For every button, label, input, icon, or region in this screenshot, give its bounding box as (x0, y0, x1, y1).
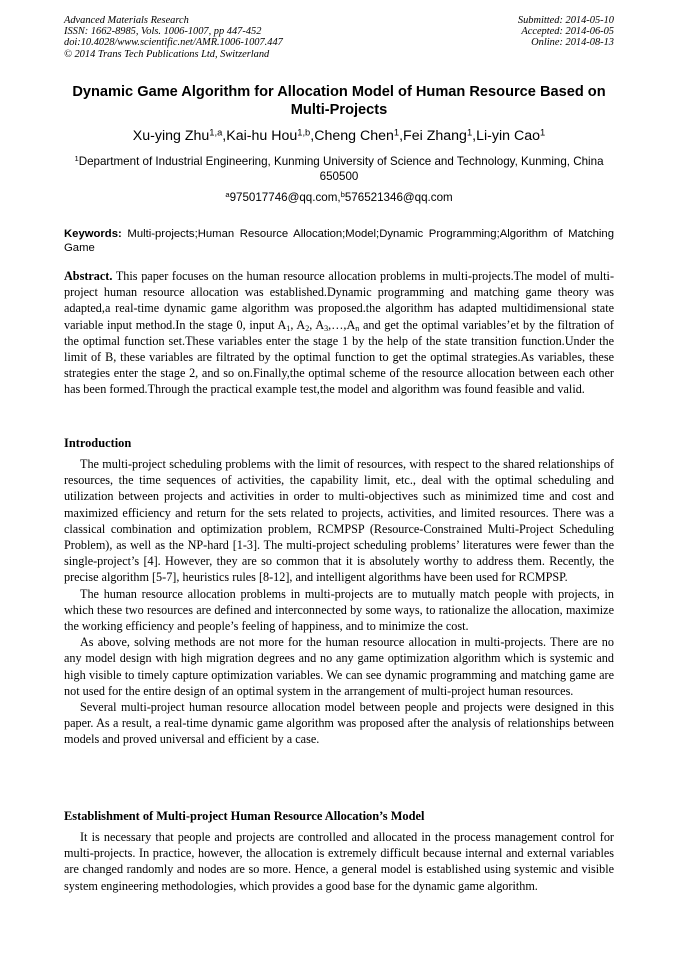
author-separator: , (222, 128, 227, 144)
accepted-date: Accepted: 2014-06-05 (521, 26, 614, 38)
email-superscript: a (225, 190, 230, 200)
author-name: Kai-hu Hou (226, 128, 298, 144)
subscript: 1 (286, 323, 291, 333)
author-emails (64, 190, 614, 205)
author-name: Xu-ying Zhu (132, 128, 210, 144)
abstract-text: ,…,A (328, 317, 356, 332)
author-superscript: 1 (466, 127, 473, 138)
author-superscript: 1,a (209, 127, 223, 138)
paragraph: It is necessary that people and projects are controlled and allocated in the process management control for multi-projects. In practice, however, the allocation is extremely difficult because internal and external variables are changed randomly and nodes are so more. Hence, a general model is established using systemic and visible system engineering methodologies, which provides a good base for the dynamic game algorithm. (64, 830, 614, 893)
email-a: 975017746@qq.com, (229, 191, 341, 204)
keywords-text: Multi-projects;Human Resource Allocation;Model;Dynamic Programming;Algorithm of Matching Game (64, 228, 614, 254)
journal-doi: doi:10.4028/www.scientific.net/AMR.1006-1007.447 (64, 37, 283, 49)
abstract-text: This paper focuses on the human resource allocation problems in multi-projects.The model of multi-project human resource allocation was established.Dynamic programming and matching game theory was adapted,a real-time dynamic game algorithm was proposed.the algorithm has adapted multidimensional state variable input method.In the stage 0, input A (64, 269, 614, 332)
paragraph: The human resource allocation problems in multi-projects are to mutually match people with projects, in which these two resources are defined and interconnected by some ways, to rationalize the allocation, maximize the working efficiency and people’s feeling of happiness, and to minimize the cost. (64, 586, 614, 634)
paragraph: The multi-project scheduling problems with the limit of resources, with respect to the shared relationships of resources, the time sequences of activities, the capability limit, etc., deal with the optimal scheduling and utilization between projects and activities in order to multi-objectives such as minimized time and cost and maximized efficiency and return for the sets related to projects, activities, and limited resources. There was a classical combination and optimization problem, RCMPSP (Resource-Constrained Multi-Project Scheduling Problem), as well as the NP-hard [1-3]. The multi-project scheduling problems’ literatures were fewer than the single-project’s [4]. However, they are so common that it is absolutely worthy to address them. Recently, the precise algorithm [5-7], heuristics rules [8-12], and intelligent algorithms have been used for RCMPSP. (64, 457, 614, 585)
subscript: 3 (324, 323, 329, 333)
keywords (64, 227, 614, 255)
author-name: Fei Zhang (403, 128, 467, 144)
abstract (64, 268, 614, 398)
subscript: n (355, 323, 360, 333)
section-heading-introduction: Introduction (64, 436, 132, 450)
author-superscript: 1,b (297, 127, 311, 138)
author-separator: , (310, 128, 315, 144)
paragraph: Several multi-project human resource allocation model between people and projects were designed in this paper. As a result, a real-time dynamic game algorithm was proposed after the analysis of relationships between models and proved universal and efficient by a case. (64, 700, 614, 747)
affiliation-text: Department of Industrial Engineering, Kunming University of Science and Technology, Kunming, China 650500 (78, 155, 604, 183)
abstract-text: , A (290, 317, 306, 332)
affiliation-superscript: 1 (74, 154, 79, 164)
online-date: Online: 2014-08-13 (531, 37, 614, 49)
paper-title: Dynamic Game Algorithm for Allocation Model of Human Resource Based on Multi-Projects (72, 84, 606, 118)
journal-info (64, 15, 283, 60)
author-list (40, 127, 638, 145)
author-superscript: 1 (539, 127, 546, 138)
abstract-text: and get the optimal variables’et by the filtration of the optimal function set.These variables enter the stage 1 by the help of the state transition function.Under the limit of B, these variables are filtrated by the optimal function to get the optimal strategies.As variables, these strategies enter the stage 2, and so on.Finally,the optimal scheme of the resource allocation between each other has been formed.Through the practical example test,the model and algorithm was found feasible and valid. (64, 317, 614, 397)
abstract-text: , A (309, 317, 325, 332)
submitted-date: Submitted: 2014-05-10 (517, 15, 614, 26)
author-name: Cheng Chen (314, 128, 394, 144)
affiliation (64, 154, 614, 184)
paragraph: As above, solving methods are not more for the human resource allocation in multi-projects. There are no any model design with high migration degrees and no any game optimization algorithm which is systemic and high visible to timely capture optimization variables. We can see dynamic programming and matching game are not used for the entire design of an optimal system in the arrangement of multi-project human resources. (64, 635, 614, 698)
email-superscript: b (340, 190, 345, 200)
journal-name: Advanced Materials Research (64, 15, 189, 26)
journal-issn: ISSN: 1662-8985, Vols. 1006-1007, pp 447-452 (64, 26, 262, 38)
publication-dates (518, 15, 614, 49)
keywords-label: Keywords: (64, 228, 122, 240)
subscript: 2 (305, 323, 310, 333)
journal-copyright: © 2014 Trans Tech Publications Ltd, Switzerland (64, 48, 270, 60)
author-separator: , (472, 128, 477, 144)
section-heading-establishment: Establishment of Multi-project Human Resource Allocation’s Model (64, 809, 425, 823)
email-b: 576521346@qq.com (344, 191, 453, 204)
abstract-label: Abstract. (64, 269, 113, 283)
author-superscript: 1 (393, 127, 400, 138)
introduction-body (64, 456, 614, 748)
author-name: Li-yin Cao (476, 128, 540, 144)
establishment-body (64, 829, 614, 894)
author-separator: , (399, 128, 404, 144)
